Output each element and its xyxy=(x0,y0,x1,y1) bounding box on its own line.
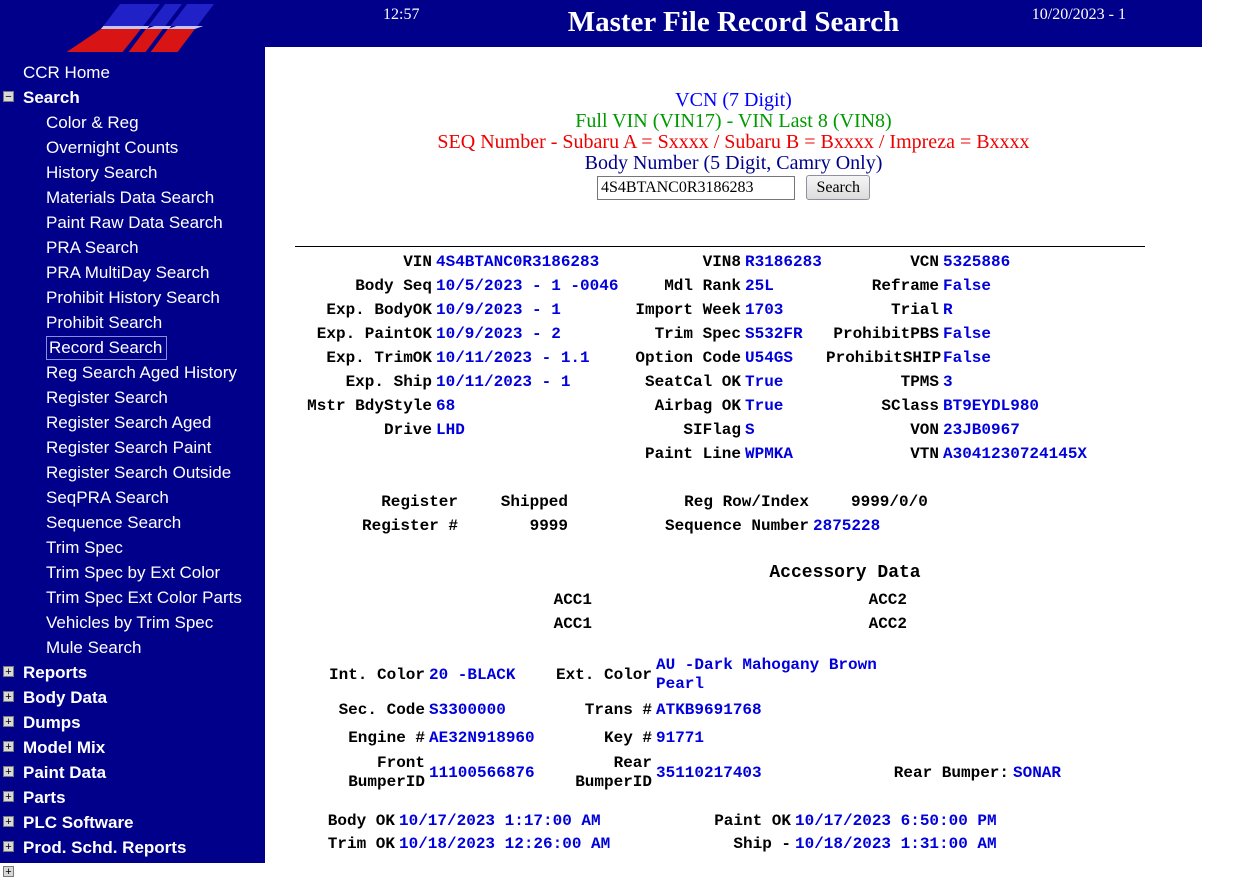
sidebar-item-label: Search xyxy=(23,88,80,107)
field-value: True xyxy=(745,373,784,391)
field-label: ACC1 xyxy=(553,615,592,633)
sidebar-item-dumps[interactable] xyxy=(0,710,265,735)
sidebar-item-label: PRA Search xyxy=(46,238,139,257)
field-label: VTN xyxy=(910,445,939,463)
field-value: LHD xyxy=(436,421,465,439)
search-hint: Full VIN (VIN17) - VIN Last 8 (VIN8) xyxy=(575,110,892,132)
sidebar-item-trim-spec-ext-color-parts[interactable] xyxy=(0,585,265,610)
sidebar-item-label: Prohibit Search xyxy=(46,313,163,332)
search-hints xyxy=(265,90,1202,174)
field-label: Key # xyxy=(603,728,652,747)
field-value: AU -Dark Mahogany Brown Pearl xyxy=(656,656,877,693)
sidebar-item-label: Trim Spec xyxy=(46,538,123,557)
field-value: 1703 xyxy=(745,301,784,319)
sidebar-item-label: Vehicles by Trim Spec xyxy=(46,613,214,632)
field-value: S xyxy=(745,421,755,439)
field-value: True xyxy=(745,397,784,415)
field-label: ACC2 xyxy=(868,615,907,633)
field-label: ProhibitPBS xyxy=(833,325,939,343)
sidebar-item-label: Paint Raw Data Search xyxy=(46,213,223,232)
expand-icon[interactable]: + xyxy=(3,666,14,677)
field-label: Import Week xyxy=(635,301,741,319)
field-label: Drive xyxy=(383,421,432,439)
field-value: 9999/0/0 xyxy=(851,493,928,511)
sidebar-item-label: Prohibit History Search xyxy=(46,288,220,307)
field-value: SONAR xyxy=(1013,763,1062,782)
field-value: S3300000 xyxy=(429,700,506,719)
field-label: VON xyxy=(910,421,939,439)
field-value: S532FR xyxy=(745,325,803,343)
field-label: Exp. PaintOK xyxy=(316,325,432,343)
field-value: 68 xyxy=(436,397,456,415)
sidebar-item-label: CCR Home xyxy=(23,63,110,82)
field-value: AE32N918960 xyxy=(429,728,535,747)
field-label: Ext. Color xyxy=(555,665,652,684)
sidebar-item-pra-multiday-search[interactable] xyxy=(0,260,265,285)
search-input[interactable] xyxy=(597,176,795,200)
field-value: R xyxy=(943,301,953,319)
sidebar-item-register-search[interactable] xyxy=(0,385,265,410)
field-label: Exp. Ship xyxy=(345,373,432,391)
field-label: Ship - xyxy=(733,835,791,853)
field-value: 5325886 xyxy=(943,253,1011,271)
sidebar-item-label: Model Mix xyxy=(23,738,106,757)
sidebar-item-trim-spec-by-ext-color[interactable] xyxy=(0,560,265,585)
sidebar-item-body-data[interactable] xyxy=(0,685,265,710)
sidebar-nav xyxy=(0,60,265,885)
field-label xyxy=(295,442,432,466)
field-label: Rear Bumper: xyxy=(893,763,1009,782)
sidebar-item-parts[interactable] xyxy=(0,785,265,810)
field-label: Rear BumperID xyxy=(575,754,652,791)
field-value: 4S4BTANC0R3186283 xyxy=(436,253,600,271)
sidebar-item-prod-schd-reports[interactable] xyxy=(0,835,265,860)
field-value: 10/18/2023 1:31:00 AM xyxy=(795,835,997,853)
accessory-grid xyxy=(295,588,1155,636)
sidebar-item-materials-data-search[interactable] xyxy=(0,185,265,210)
sidebar-item-label: Register Search Outside xyxy=(46,463,232,482)
field-value: U54GS xyxy=(745,349,794,367)
sidebar-item-color-reg[interactable] xyxy=(0,110,265,135)
field-label: Sec. Code xyxy=(338,700,425,719)
sidebar-item-prohibit-history-search[interactable] xyxy=(0,285,265,310)
field-value: 10/9/2023 - 1 xyxy=(436,301,561,319)
field-value: False xyxy=(943,325,992,343)
field-value: 35110217403 xyxy=(656,763,762,782)
sidebar-item-pra-search[interactable] xyxy=(0,235,265,260)
field-label: SClass xyxy=(881,397,939,415)
expand-icon[interactable]: + xyxy=(3,716,14,727)
sidebar-item-history-search[interactable] xyxy=(0,160,265,185)
sidebar-item-label: Sequence Search xyxy=(46,513,182,532)
field-label: ACC1 xyxy=(553,591,592,609)
field-value: 10/5/2023 - 1 -0046 xyxy=(436,277,619,295)
sidebar-item-seqpra-search[interactable] xyxy=(0,485,265,510)
field-label: Engine # xyxy=(348,728,425,747)
sidebar-item-register-search-paint[interactable] xyxy=(0,435,265,460)
sidebar-item-label: Parts xyxy=(23,788,66,807)
sidebar-item-label: Reports xyxy=(23,663,88,682)
field-value: 91771 xyxy=(656,728,705,747)
field-value: 25L xyxy=(745,277,774,295)
field-value xyxy=(436,442,626,466)
sidebar-item-prohibit-search[interactable] xyxy=(0,310,265,335)
status-grid xyxy=(295,810,1155,856)
field-label: Mdl Rank xyxy=(664,277,741,295)
divider-rule xyxy=(295,246,1145,247)
search-row xyxy=(265,175,1202,200)
page-header xyxy=(265,0,1202,47)
sidebar-item-production-notes[interactable] xyxy=(0,860,265,885)
sidebar-item-reports[interactable] xyxy=(0,660,265,685)
field-label: Reframe xyxy=(871,277,939,295)
sidebar-item-reg-search-aged-history[interactable] xyxy=(0,360,265,385)
sidebar-item-plc-software[interactable] xyxy=(0,810,265,835)
search-button[interactable]: Search xyxy=(806,175,870,200)
sidebar-item-label: Register Search Aged xyxy=(46,413,212,432)
sidebar-item-label: Body Data xyxy=(23,688,108,707)
field-label: Trans # xyxy=(584,700,652,719)
field-label: Exp. TrimOK xyxy=(326,349,432,367)
field-value: 2875228 xyxy=(813,517,881,535)
field-label: Reg Row/Index xyxy=(684,493,809,511)
field-value: ATKB9691768 xyxy=(656,700,762,719)
sidebar-item-label: Overnight Counts xyxy=(46,138,179,157)
sidebar-item-label: Trim Spec Ext Color Parts xyxy=(46,588,242,607)
sidebar-item-label: Trim Spec by Ext Color xyxy=(46,563,221,582)
sidebar-item-label: Prod. Schd. Reports xyxy=(23,838,187,857)
field-value: 10/17/2023 1:17:00 AM xyxy=(399,812,601,830)
sidebar-item-search[interactable] xyxy=(0,85,265,110)
field-value: 23JB0967 xyxy=(943,421,1020,439)
sidebar-item-label: PRA MultiDay Search xyxy=(46,263,210,282)
field-label: VIN xyxy=(403,253,432,271)
page-title: Master File Record Search xyxy=(567,6,900,38)
sidebar-item-record-search[interactable] xyxy=(0,335,265,360)
field-label: VIN8 xyxy=(702,253,741,271)
field-value: False xyxy=(943,349,992,367)
sidebar-item-label: Reg Search Aged History xyxy=(46,363,237,382)
field-label: Register # xyxy=(361,517,458,535)
field-label: Mstr BdyStyle xyxy=(307,397,432,415)
sidebar-item-vehicles-by-trim-spec[interactable] xyxy=(0,610,265,635)
sidebar-item-label: Record Search xyxy=(46,336,167,360)
field-value: R3186283 xyxy=(745,253,822,271)
expand-icon[interactable]: + xyxy=(3,741,14,752)
field-label: SeatCal OK xyxy=(644,373,741,391)
accessory-data-title: Accessory Data xyxy=(769,563,921,583)
field-value: Shipped xyxy=(500,493,568,511)
field-label: Body Seq xyxy=(355,277,432,295)
main-grid xyxy=(295,250,1155,466)
expand-icon[interactable]: + xyxy=(3,791,14,802)
field-label: Trim OK xyxy=(327,835,395,853)
sidebar-item-model-mix[interactable] xyxy=(0,735,265,760)
field-label: Trim Spec xyxy=(654,325,741,343)
sidebar-item-paint-data[interactable] xyxy=(0,760,265,785)
field-value: 9999 xyxy=(529,517,568,535)
field-label: Option Code xyxy=(635,349,741,367)
field-label: Paint Line xyxy=(644,445,741,463)
vehicle-grid xyxy=(295,656,1155,792)
field-label: Sequence Number xyxy=(664,517,809,535)
sidebar-item-sequence-search[interactable] xyxy=(0,510,265,535)
field-value: 10/17/2023 6:50:00 PM xyxy=(795,812,997,830)
field-value: 11100566876 xyxy=(429,763,535,782)
sidebar-item-label: Register Search xyxy=(46,388,168,407)
sidebar-item-label: PLC Software xyxy=(23,813,134,832)
field-label: Exp. BodyOK xyxy=(326,301,432,319)
sidebar-item-label: History Search xyxy=(46,163,158,182)
field-value: A3041230724145X xyxy=(943,445,1088,463)
sidebar-item-label: Color & Reg xyxy=(46,113,139,132)
expand-icon[interactable]: + xyxy=(3,816,14,827)
field-label: TPMS xyxy=(900,373,939,391)
field-value: BT9EYDL980 xyxy=(943,397,1040,415)
sidebar-item-label: Dumps xyxy=(23,713,81,732)
expand-icon[interactable]: + xyxy=(3,841,14,852)
sidebar-item-ccr-home[interactable] xyxy=(0,60,265,85)
sidebar-item-label: SeqPRA Search xyxy=(46,488,169,507)
field-value: 10/11/2023 - 1.1 xyxy=(436,349,590,367)
search-hint: VCN (7 Digit) xyxy=(675,89,792,111)
sidebar-item-register-search-aged[interactable] xyxy=(0,410,265,435)
field-label: SIFlag xyxy=(683,421,741,439)
field-label: Airbag OK xyxy=(654,397,741,415)
sia-logo xyxy=(52,0,202,56)
sidebar-item-overnight-counts[interactable] xyxy=(0,135,265,160)
sidebar-item-paint-raw-data-search[interactable] xyxy=(0,210,265,235)
collapse-icon[interactable]: − xyxy=(3,91,14,102)
field-value: 10/18/2023 12:26:00 AM xyxy=(399,835,611,853)
field-value: 20 -BLACK xyxy=(429,665,516,684)
field-value: WPMKA xyxy=(745,445,794,463)
header-date: 10/20/2023 - 1 xyxy=(1031,6,1126,23)
field-label: VCN xyxy=(910,253,939,271)
expand-icon[interactable]: + xyxy=(3,691,14,702)
expand-icon[interactable]: + xyxy=(3,766,14,777)
field-value: 10/11/2023 - 1 xyxy=(436,373,571,391)
sidebar-item-mule-search[interactable] xyxy=(0,635,265,660)
sidebar-item-register-search-outside[interactable] xyxy=(0,460,265,485)
search-hint: SEQ Number - Subaru A = Sxxxx / Subaru B = Bxxxx / Impreza = Bxxxx xyxy=(437,131,1030,153)
field-label: ACC2 xyxy=(868,591,907,609)
sidebar-item-label: Materials Data Search xyxy=(46,188,215,207)
sidebar xyxy=(0,0,265,882)
field-label: Body OK xyxy=(327,812,395,830)
field-label: Trial xyxy=(890,301,939,319)
field-label: Int. Color xyxy=(328,665,425,684)
field-value: 3 xyxy=(943,373,953,391)
expand-icon[interactable]: + xyxy=(3,866,14,877)
field-label: Register xyxy=(381,493,458,511)
field-value: 10/9/2023 - 2 xyxy=(436,325,561,343)
search-hint: Body Number (5 Digit, Camry Only) xyxy=(584,152,883,174)
field-label: ProhibitSHIP xyxy=(826,349,942,367)
sidebar-item-trim-spec[interactable] xyxy=(0,535,265,560)
sidebar-item-label: Production Notes xyxy=(23,863,165,882)
sidebar-item-label: Register Search Paint xyxy=(46,438,212,457)
sidebar-item-label: Mule Search xyxy=(46,638,142,657)
field-value: False xyxy=(943,277,992,295)
field-label: Paint OK xyxy=(714,812,791,830)
clock-time: 12:57 xyxy=(383,6,420,23)
field-label: Front BumperID xyxy=(348,754,425,791)
sidebar-item-label: Paint Data xyxy=(23,763,107,782)
register-grid xyxy=(295,490,1155,538)
